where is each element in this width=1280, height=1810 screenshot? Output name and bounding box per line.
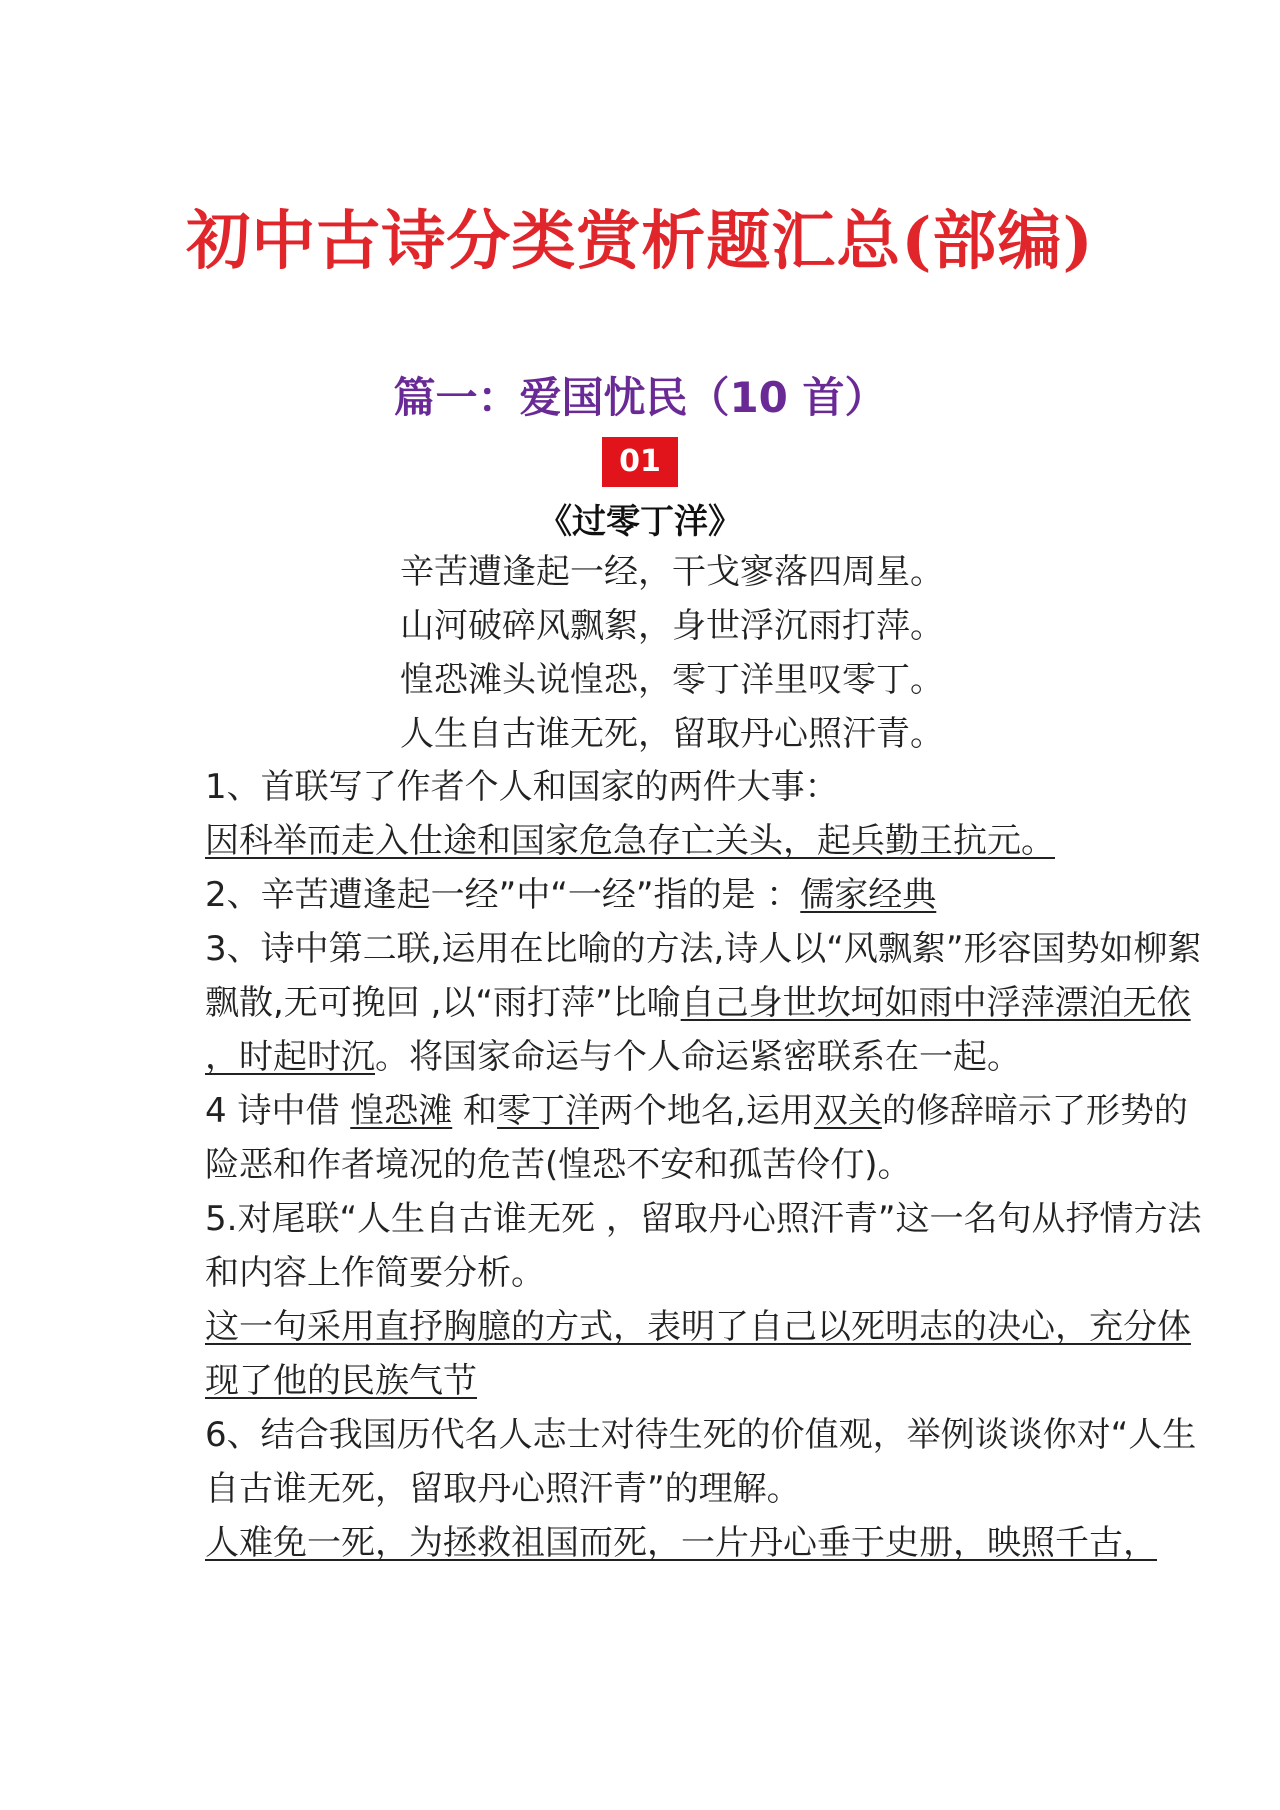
question-6 xyxy=(205,1408,1220,1516)
question-1-prompt: 1、首联写了作者个人和国家的两件大事： xyxy=(205,767,839,807)
poem-body xyxy=(400,545,944,761)
question-3 xyxy=(205,922,1220,1084)
poem-line: 人生自古谁无死，留取丹心照汗青。 xyxy=(400,714,944,754)
question-5-answer: 这一句采用直抒胸臆的方式，表明了自己以死明志的决心，充分体现了他的民族气节 xyxy=(205,1307,1191,1401)
question-1-answer: 因科举而走入仕途和国家危急存亡关头，起兵勤王抗元。 xyxy=(205,821,1055,861)
question-3-answer: 自己身世坎坷如雨中浮萍漂泊无依 ，时起时沉 xyxy=(205,983,1191,1077)
poem-line: 辛苦遭逢起一经，干戈寥落四周星。 xyxy=(400,552,944,592)
poem-title: 《过零丁洋》 xyxy=(538,502,742,542)
poem-line: 山河破碎风飘絮，身世浮沉雨打萍。 xyxy=(400,606,944,646)
question-6-prompt: 6、结合我国历代名人志士对待生死的价值观，举例谈谈你对“人生自古谁无死，留取丹心照汗青”的理解。 xyxy=(205,1415,1197,1509)
question-2-answer: 儒家经典 xyxy=(800,875,937,915)
question-4-text-a: 4 诗中借 xyxy=(205,1091,351,1131)
question-4-text-b: 和 xyxy=(452,1091,498,1131)
question-4-text-d: 的修辞暗示了形势的险恶和作者境况的危苦(惶恐不安和孤苦伶仃)。 xyxy=(205,1091,1188,1185)
question-5-answer-block xyxy=(205,1300,1220,1408)
question-2 xyxy=(205,868,1220,922)
question-6-answer-block xyxy=(205,1516,1220,1570)
question-4-device: 双关 xyxy=(813,1091,882,1131)
question-2-prompt: 2、辛苦遭逢起一经”中“一经”指的是 ： xyxy=(205,875,801,915)
question-4-place-2: 零丁洋 xyxy=(497,1091,600,1131)
question-4 xyxy=(205,1084,1220,1192)
document-title: 初中古诗分类赏析题汇总(部编) xyxy=(186,204,1094,279)
questions-section xyxy=(205,760,1220,1570)
question-4-text-c: 两个地名,运用 xyxy=(599,1091,814,1131)
question-5 xyxy=(205,1192,1220,1300)
question-1-answer-block xyxy=(205,814,1220,868)
question-1 xyxy=(205,760,1220,814)
question-3-text-a: 3、诗中第二联,运用在比喻的方法,诗人以“风飘絮”形容国势如柳絮飘散,无可挽回 ,以“雨打萍”比喻 xyxy=(205,929,1202,1023)
poem-line: 惶恐滩头说惶恐，零丁洋里叹零丁。 xyxy=(400,660,944,700)
poem-number-badge: 01 xyxy=(602,437,678,487)
question-3-text-b: 。将国家命运与个人命运紧密联系在一起。 xyxy=(375,1037,1021,1077)
question-6-answer: 人难免一死，为拯救祖国而死，一片丹心垂于史册，映照千古， xyxy=(205,1523,1157,1563)
poem-number-wrap xyxy=(0,437,1280,487)
section-title: 篇一：爱国忧民（10 首） xyxy=(393,373,887,422)
question-5-prompt: 5.对尾联“人生自古谁无死 ，留取丹心照汗青”这一名句从抒情方法和内容上作简要分析。 xyxy=(205,1199,1202,1293)
question-4-place-1: 惶恐滩 xyxy=(350,1091,453,1131)
